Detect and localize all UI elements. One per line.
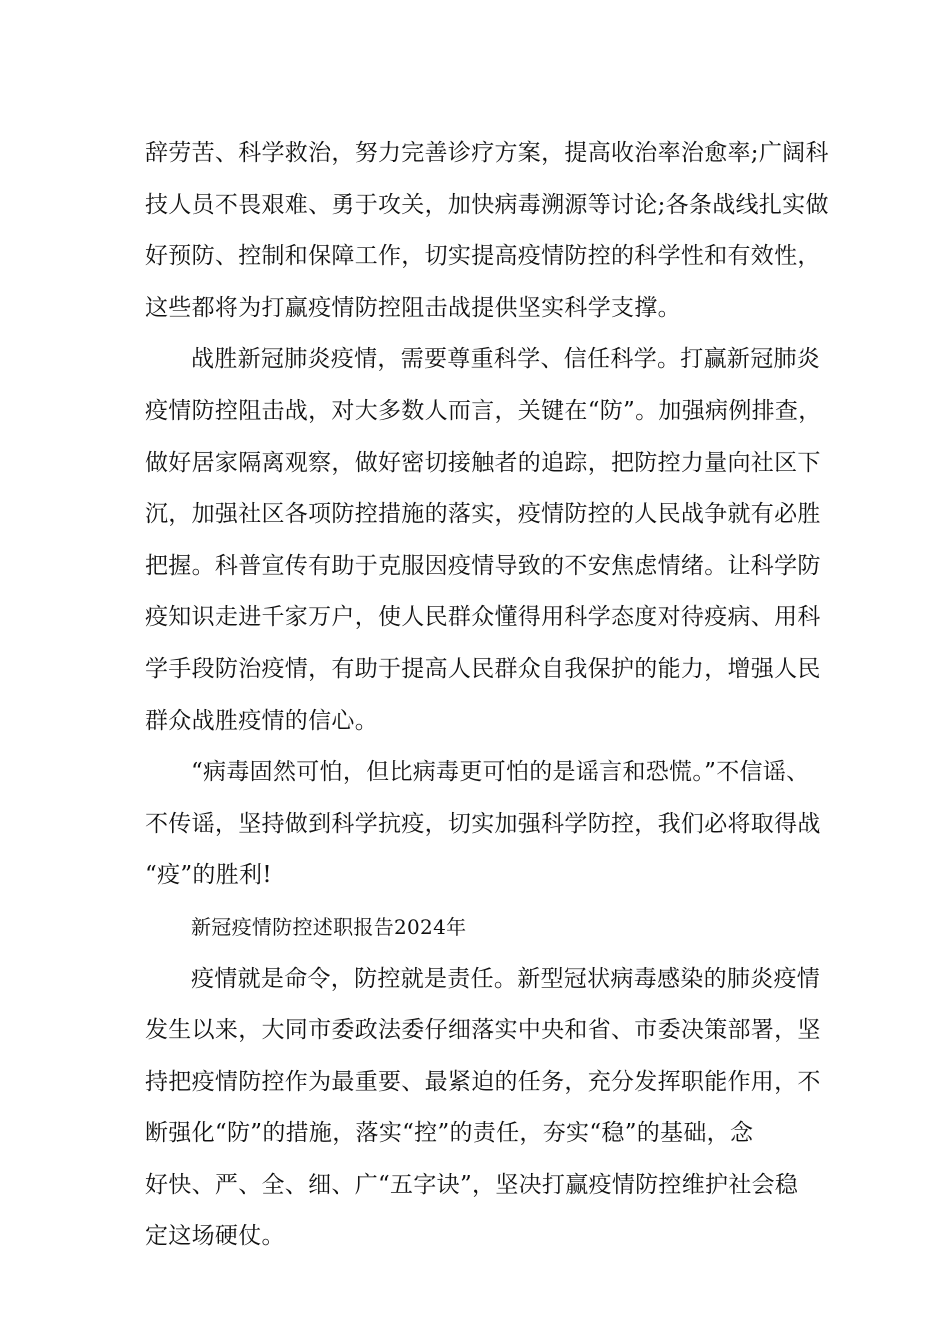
text-line: 疫情就是命令，防控就是责任。新型冠状病毒感染的肺炎疫情 [191,965,821,992]
text-line: 技人员不畏艰难、勇于攻关，加快病毒溯源等讨论;各条战线扎实做 [145,191,829,218]
text-line: 群众战胜疫情的信心。 [145,707,378,734]
text-line: 疫知识走进千家万户，使人民群众懂得用科学态度对待疫病、用科 [145,604,821,631]
text-line: 定这场硬仗。 [145,1223,285,1250]
text-line: 沉，加强社区各项防控措施的落实，疫情防控的人民战争就有必胜 [145,501,821,528]
text-line: 好快、严、全、细、广“五字诀”，坚决打赢疫情防控维护社会稳 [145,1171,799,1198]
text-line: 做好居家隔离观察，做好密切接触者的追踪，把防控力量向社区下 [145,449,821,476]
paragraph [145,128,829,334]
text-line: 战胜新冠肺炎疫情，需要尊重科学、信任科学。打赢新冠肺炎 [191,346,821,373]
text-line: “疫”的胜利! [145,862,272,889]
text-line: 断强化“防”的措施，落实“控”的责任，夯实“稳”的基础，念 [145,1120,754,1147]
paragraph [145,747,825,902]
text-line: 新冠疫情防控述职报告2024年 [191,914,467,939]
paragraph [145,954,825,1264]
text-line: 持把疫情防控作为最重要、最紧迫的任务，充分发挥职能作用，不 [145,1068,821,1095]
paragraph [145,334,825,747]
text-line: 发生以来，大同市委政法委仔细落实中央和省、市委决策部署，坚 [145,1017,821,1044]
text-line: 把握。科普宣传有助于克服因疫情导致的不安焦虑情绪。让科学防 [145,552,821,579]
section-heading [145,902,825,954]
text-line: 学手段防治疫情，有助于提高人民群众自我保护的能力，增强人民 [145,655,821,682]
text-line: 不传谣，坚持做到科学抗疫，切实加强科学防控，我们必将取得战 [145,810,821,837]
text-line: 这些都将为打赢疫情防控阻击战提供坚实科学支撑。 [145,294,681,321]
text-line: 疫情防控阻击战，对大多数人而言，关键在“防”。加强病例排查， [145,397,822,424]
text-line: 辞劳苦、科学救治，努力完善诊疗方案，提高收治率治愈率;广阔科 [145,140,829,166]
text-line: 好预防、控制和保障工作，切实提高疫情防控的科学性和有效性， [145,243,821,270]
text-line: “病毒固然可怕，但比病毒更可怕的是谣言和恐慌。”不信谣、 [191,759,810,786]
document-body [145,128,829,1263]
